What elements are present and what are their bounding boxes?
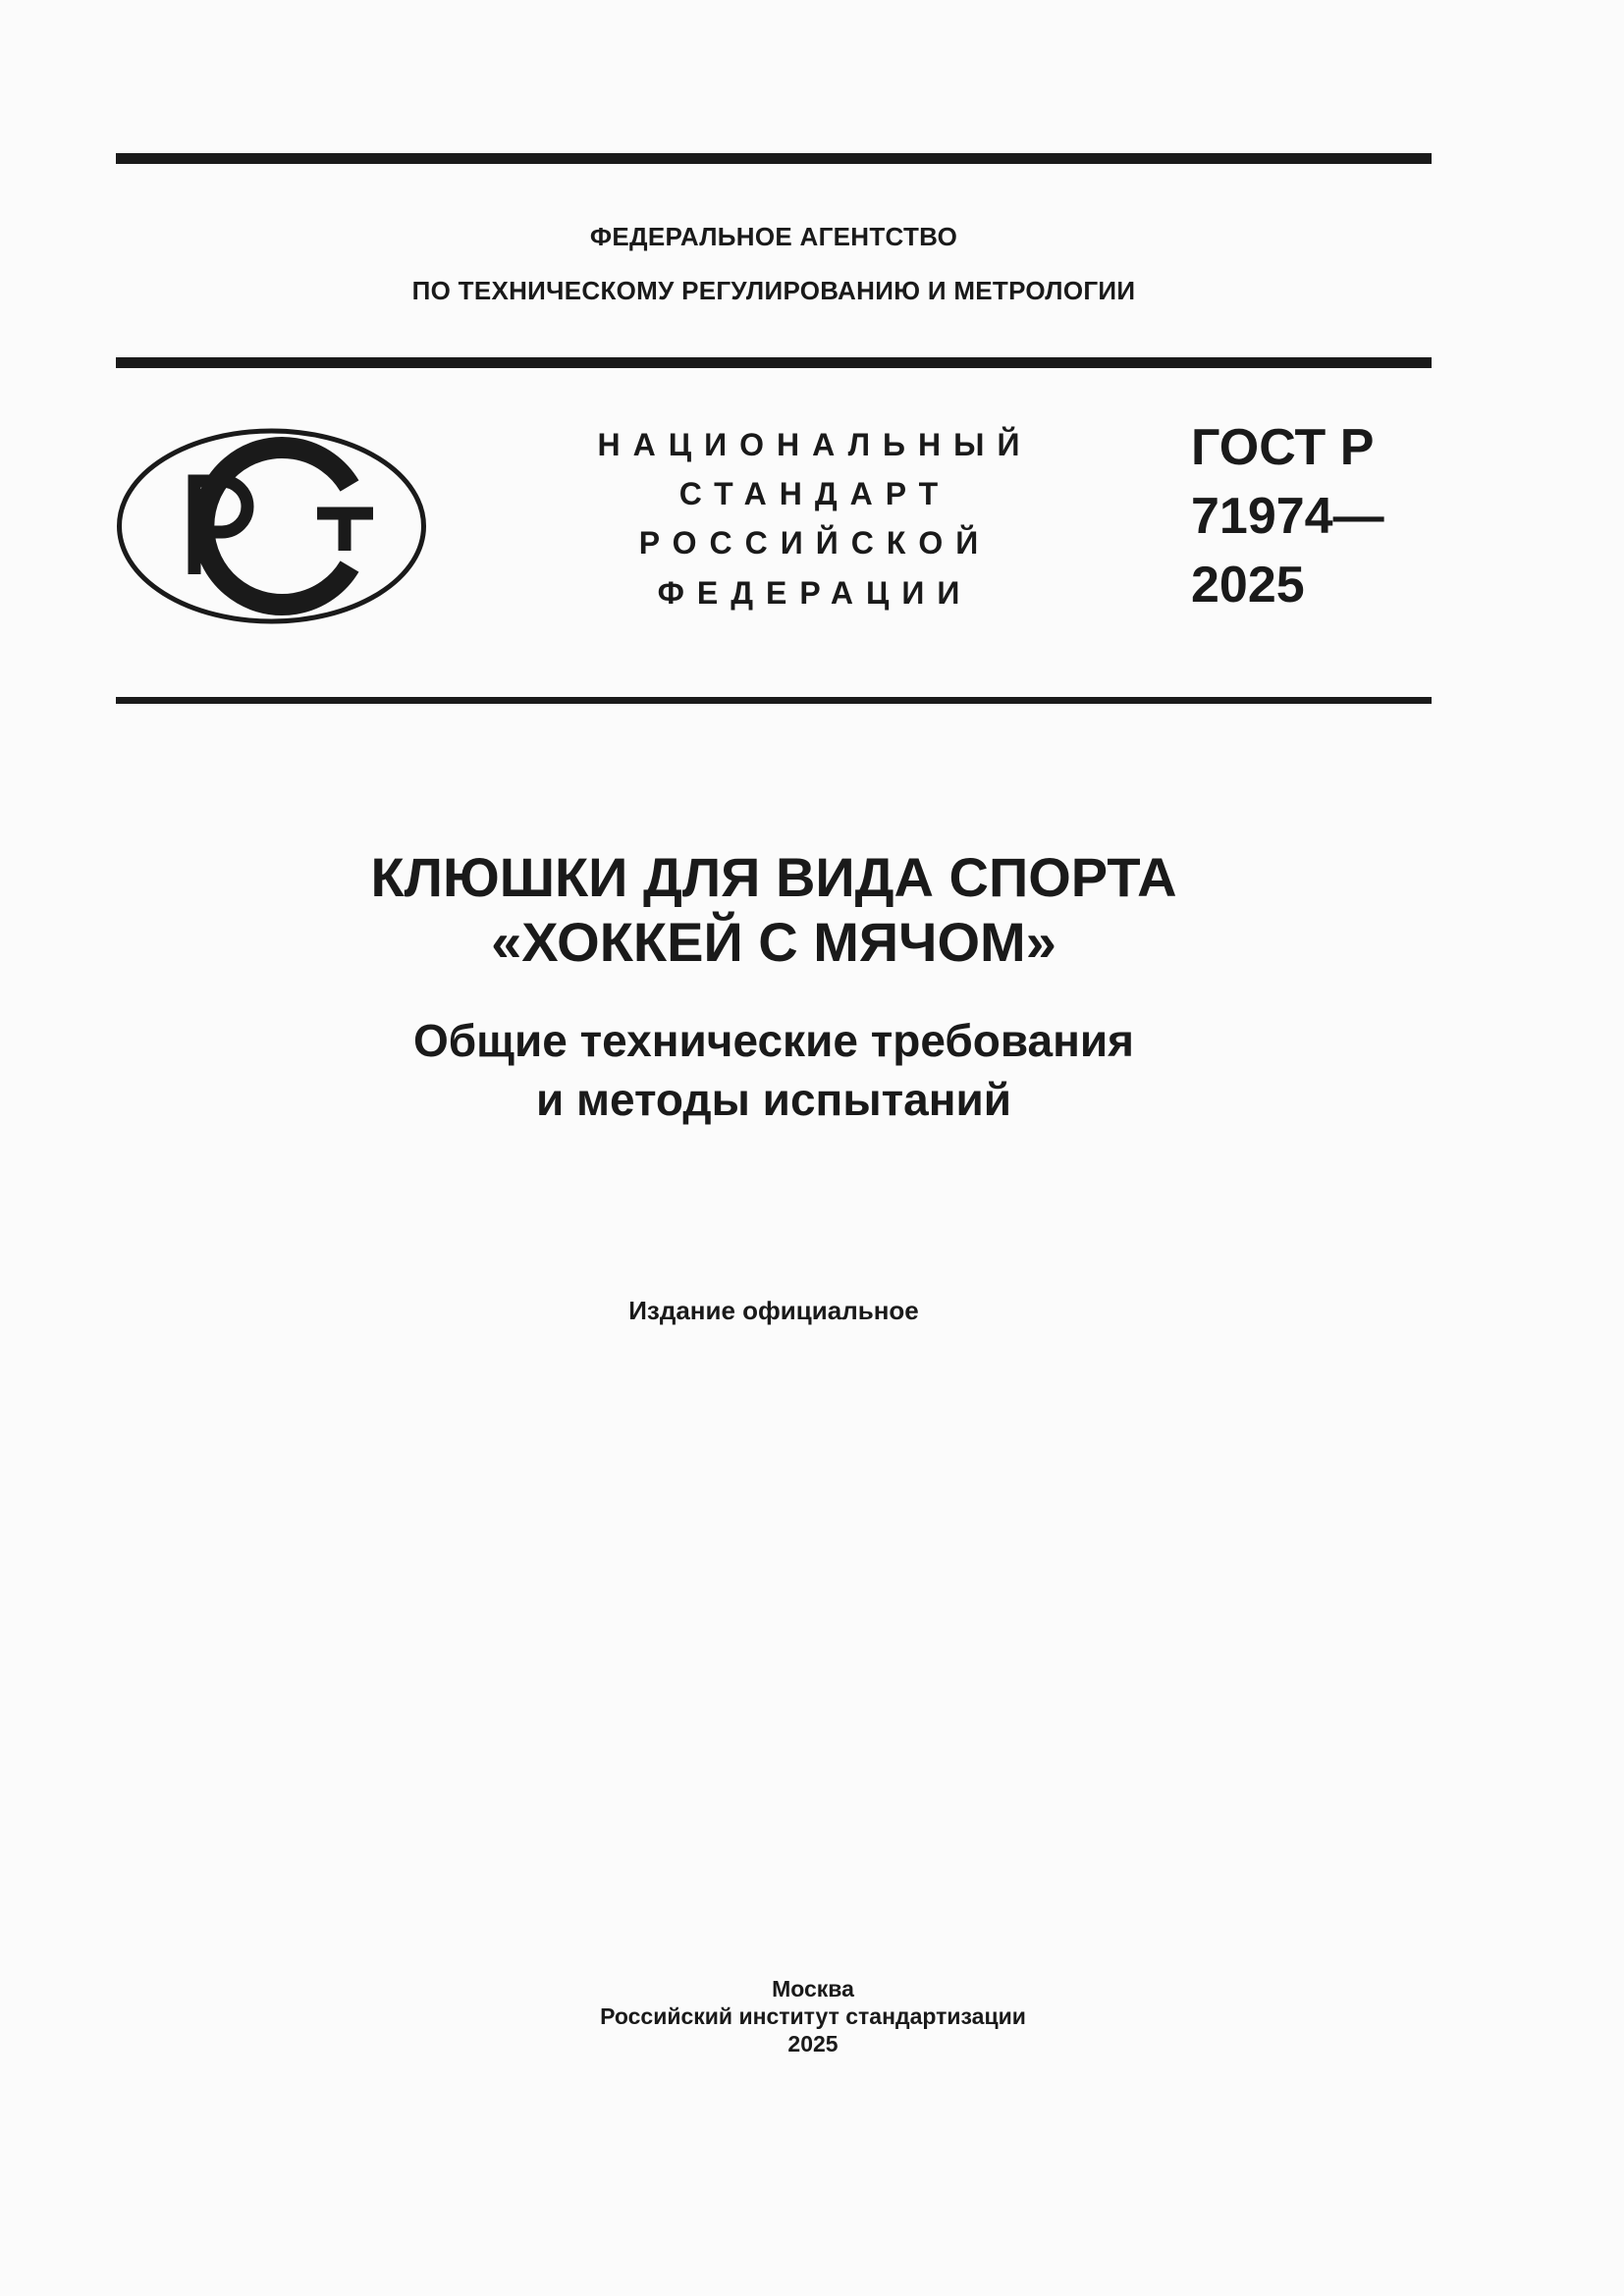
document-subtitle-line-2: и методы испытаний: [535, 1074, 1012, 1125]
top-rule: [116, 153, 1432, 164]
agency-line-1: ФЕДЕРАЛЬНОЕ АГЕНТСТВО: [589, 222, 958, 251]
national-standard-line-2: СТАНДАРТ: [678, 476, 951, 511]
designation-line-1: ГОСТ Р: [1191, 419, 1375, 476]
national-standard-line-3: РОССИЙСКОЙ: [638, 525, 992, 561]
designation-line-3: 2025: [1191, 557, 1305, 614]
imprint-year: 2025: [787, 2031, 839, 2056]
document-title-line-2: «ХОККЕЙ С МЯЧОМ»: [491, 911, 1056, 973]
agency-line-2: ПО ТЕХНИЧЕСКОМУ РЕГУЛИРОВАНИЮ И МЕТРОЛОГИИ: [411, 276, 1136, 305]
rst-logo-icon: [116, 427, 427, 625]
imprint-publisher: Российский институт стандартизации: [600, 2003, 1026, 2029]
national-standard-line-4: ФЕДЕРАЦИИ: [657, 575, 973, 611]
header-rule: [116, 357, 1432, 368]
edition-label: Издание официальное: [628, 1296, 919, 1325]
document-title-line-1: КЛЮШКИ ДЛЯ ВИДА СПОРТА: [370, 846, 1177, 908]
designation-line-2: 71974—: [1191, 488, 1384, 545]
imprint-city: Москва: [772, 1976, 854, 2002]
national-standard-line-1: НАЦИОНАЛЬНЫЙ: [597, 427, 1033, 462]
section-rule: [116, 697, 1432, 704]
document-subtitle-line-1: Общие технические требования: [412, 1015, 1134, 1066]
